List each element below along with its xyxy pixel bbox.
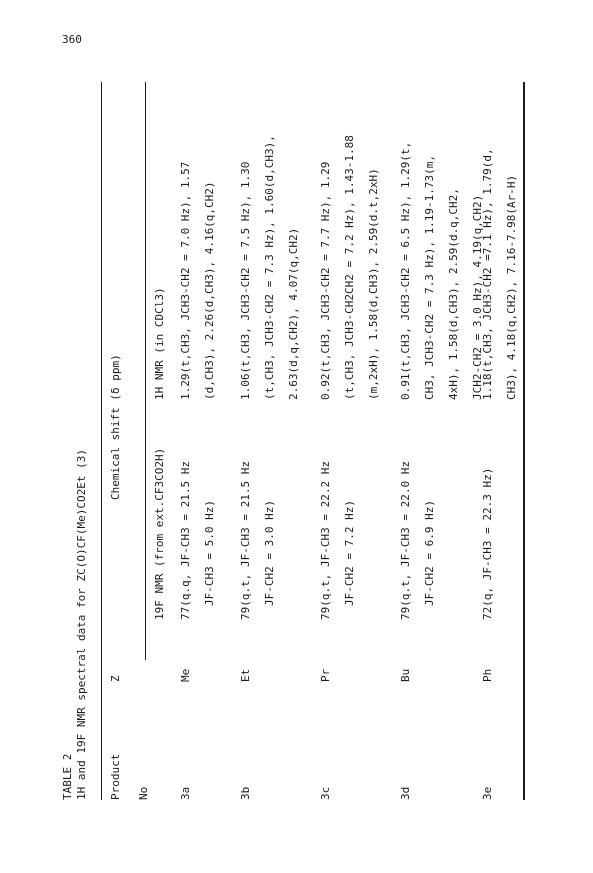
h1-line: JCH2-CH2 = 3.0 Hz), 4.19(q,CH2): [471, 194, 484, 400]
header-product: Product: [109, 753, 122, 800]
rotated-table: [61, 60, 521, 800]
h1-line: CH3), 4.18(q,CH2), 7.16-7.98(Ar-H): [505, 174, 518, 400]
h1-line: 0.92(t,CH3, JCH3-CH2 = 7.7 Hz), 1.29: [319, 161, 332, 400]
header-1h-nmr: 1H NMR (in CDCl3): [153, 287, 166, 400]
product-no: 3d: [399, 786, 412, 800]
product-no: 3a: [179, 786, 192, 800]
product-no: 3e: [481, 786, 494, 800]
product-no: 3c: [319, 786, 332, 800]
header-subrule: [145, 82, 146, 660]
table-bottom-rule: [523, 82, 525, 800]
f19-line: 77(q.q, JF-CH3 = 21.5 Hz: [179, 461, 192, 620]
z-group: Me: [179, 668, 192, 682]
h1-line: (t,CH3, JCH3-CH2 = 7.3 Hz), 1.60(d,CH3),: [263, 135, 276, 400]
f19-line: JF-CH2 = 3.0 Hz): [263, 500, 276, 606]
h1-line: 4xH), 1.58(d,CH3), 2.59(d.q,CH2,: [447, 188, 460, 400]
h1-line: 0.91(t,CH3, JCH3-CH2 = 6.5 Hz), 1.29(t,: [399, 141, 412, 400]
header-chemical-shift: Chemical shift (δ ppm): [109, 354, 122, 500]
table-title: 1H and 19F NMR spectral data for ZC(O)CF(Me)CO2Et (3): [75, 449, 88, 800]
h1-line: (t,CH3, JCH3-CH2CH2 = 7.2 Hz), 1.43-1.88: [343, 135, 356, 400]
product-no: 3b: [239, 786, 252, 800]
f19-data: [239, 415, 287, 620]
h1-data: [319, 70, 391, 400]
f19-line: JF-CH2 = 6.9 Hz): [423, 500, 436, 606]
h1-line: 1.29(t,CH3, JCH3-CH2 = 7.0 Hz), 1.57: [179, 161, 192, 400]
f19-data: [319, 415, 367, 620]
header-no: No: [137, 786, 150, 800]
h1-line: 1.18(t,CH3, JCH3-CH2 =7.1 Hz), 1.79(d,: [481, 148, 494, 400]
header-19f-nmr: 19F NMR (from ext.CF3CO2H): [153, 447, 166, 620]
h1-line: CH3, JCH3-CH2 = 7.3 Hz), 1.19-1.73(m,: [423, 154, 436, 400]
f19-data: [481, 415, 505, 620]
page-number: 360: [62, 33, 82, 46]
h1-data: [179, 70, 227, 400]
table-label: TABLE 2: [61, 753, 74, 800]
f19-line: 79(q.t, JF-CH3 = 21.5 Hz: [239, 461, 252, 620]
table-top-rule: [101, 82, 102, 800]
h1-line: (m,2xH), 1.58(d,CH3), 2.59(d.t,2xH): [367, 168, 380, 400]
f19-line: 79(q.t, JF-CH3 = 22.2 Hz: [319, 461, 332, 620]
f19-line: JF-CH3 = 5.0 Hz): [203, 500, 216, 606]
f19-data: [399, 415, 447, 620]
z-group: Ph: [481, 668, 494, 682]
z-group: Et: [239, 668, 252, 682]
h1-line: 2.63(d,q,CH2), 4.07(q,CH2): [287, 227, 300, 400]
f19-line: 72(q, JF-CH3 = 22.3 Hz): [481, 467, 494, 620]
z-group: Bu: [399, 668, 412, 682]
header-z: Z: [109, 675, 122, 682]
z-group: Pr: [319, 668, 332, 682]
f19-line: 79(q.t, JF-CH3 = 22.0 Hz: [399, 461, 412, 620]
h1-data: [239, 70, 311, 400]
h1-data: [481, 70, 529, 400]
f19-line: JF-CH2 = 7.2 Hz): [343, 500, 356, 606]
h1-line: (d,CH3), 2.26(d,CH3), 4.16(q,CH2): [203, 181, 216, 400]
f19-data: [179, 415, 227, 620]
h1-line: 1.06(t,CH3, JCH3-CH2 = 7.5 Hz), 1.30: [239, 161, 252, 400]
